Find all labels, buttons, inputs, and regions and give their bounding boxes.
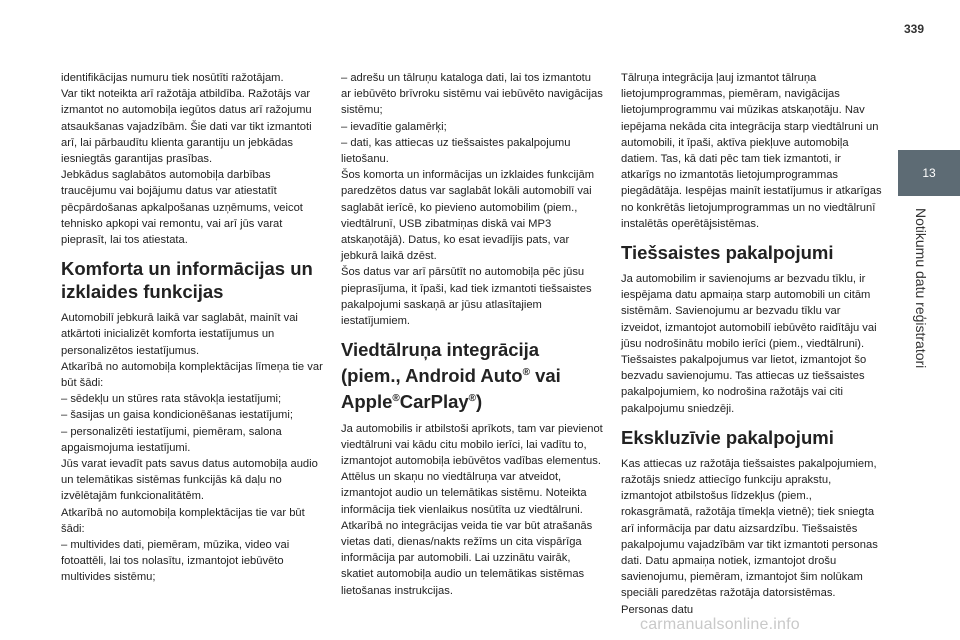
column-right [621,70,883,618]
chapter-tab: 13 [898,150,960,196]
watermark: carmanualsonline.info [640,616,800,633]
chapter-title: Notikumu datu reģistratori [913,208,929,369]
paragraph: Kas attiecas uz ražotāja tiešsaistes pakalpojumiem, ražotājs sniedz attiecīgo funkciju aprakstu, izmantojot atbilstošus līdzekļus (piem., rokasgrāmatā, ražotāja tīmekļa vietnē); tiek sniegta arī informācija par datu aizsardzību. Tiešsaistēs pakalpojumu vajadzībām var tikt izmantoti personas dati. Datu apmaiņa notiek, izmantojot drošu savienojumu, piemēram, izmantojot šim nolūkam speciāli paredzētas ražotāja datorsistēmas. Personas datu [621,457,878,616]
registered-mark: ® [392,393,400,405]
paragraph: – adrešu un tālruņu kataloga dati, lai tos izmantotu ar iebūvēto brīvroku sistēmu vai iebūvēto navigācijas sistēmu; – ievadītie galamērķi; – dati, kas attiecas uz tiešsaistes pakalpojumu lietošanu. Šos komorta un informācijas un izklaides funkcijām paredzētos datus var saglabāt lokāli automobilī vai saglabāt ierīcē, ko pievieno automobilim (piem., viedtālrunī, USB zibatmiņas diskā vai MP3 atskaņotājā). Datus, ko esat ievadījis pats, var jebkurā laikā dzēst. Šos datus var arī pārsūtīt no automobiļa pēc jūsu pieprasījuma, it īpaši, kad tiek izmantoti tiešsaistes pakalpojumi saskaņā ar jūsu atlasītajiem iestatījumiem. [341,72,603,328]
registered-mark: ® [522,367,530,379]
section-heading-exclusive-services: Ekskluzīvie pakalpojumi [621,426,834,448]
page-number: 339 [903,22,924,36]
paragraph: Ja automobilis ir atbilstoši aprīkots, tam var pievienot viedtālruni vai kādu citu mobilo ierīci, lai vadītu to, izmantojot automobiļa iebūvētos vadības elementus. Attēlus un skaņu no viedtālruņa var atveidot, izmantojot audio un telemātikas sistēmu. Noteikta informācija tiek vienlaikus nosūtīta uz viedtālruni. Atkarībā no integrācijas veida tie var būt atrašanās vietas dati, dienas/nakts režīms un cita vispārīga informācija par automobili. Lai uzzinātu vairāk, skatiet automobiļa audio un telemātikas sistēmas lietošanas instrukcijas. [341,422,603,597]
section-heading-comfort: Komforta un informācijas un izklaides funkcijas [61,258,313,303]
section-heading-smartphone [341,338,603,413]
paragraph: Tālruņa integrācija ļauj izmantot tālruņa lietojumprogrammas, piemēram, navigācijas lietojumprogrammu vai mūzikas atskaņotāju. Nav iepējama nekāda cita integrācija starp viedtālruni un automobili, it īpaši, aktīva piekļuve automobiļa datiem. Tas, kā dati pēc tam tiek izmantoti, ir atkarīgs no izmantotās lietojumprogrammas piegādātāja. Iespējas mainīt iestatījumus ir atkarīgas no konkrētās lietojumprogrammas un no viedtālrunī instalētās operētājsistēmas. [621,72,882,230]
paragraph: Ja automobilim ir savienojums ar bezvadu tīklu, ir iespējama datu apmaiņa starp automobili un citām sistēmām. Savienojumu ar bezvadu tīklu var izveidot, izmantojot automobilī iebūvēto raidītāju vai jūsu nodrošinātu mobilo ierīci (piem., viedtālruni). Tiešsaistes pakalpojumus var lietot, izmantojot šo bezvadu savienojumu. Tas attiecas uz tiešsaistes pakalpojumiem, ko nodrošina ražotājs vai citi pakalpojumu sniedzēji. [621,273,877,415]
section-heading-online-services: Tiešsaistes pakalpojumi [621,242,834,264]
heading-part: CarPlay [399,391,469,413]
paragraph: identifikācijas numuru tiek nosūtīti ražotājam. Var tikt noteikta arī ražotāja atbildība. Ražotājs var izmantot no automobiļa iegūtos datus arī ražojumu atsaukšanas vajadzībām. Šie dati var tikt izmantoti arī, lai pārbaudītu klienta garantiju un jebkādas iesniegtās garantijas prasības. Jebkādus saglabātos automobiļa darbības traucējumu vai bojājumu datus var atiestatīt pēcpārdošanas apkalpošanas uzņēmums, veicot tehnisko apkopi vai remontu, vai arī jūs varat pieprasīt, lai tos atiestata. [61,72,312,247]
chapter-title-vertical [897,208,937,448]
heading-part: Viedtālruņa integrācija (piem., Android Auto [341,339,540,387]
paragraph: Automobilī jebkurā laikā var saglabāt, mainīt vai atkārtoti inicializēt komforta iestatījumus un personalizētos iestatījumus. Atkarībā no automobiļa komplektācijas līmeņa tie var būt šādi: – sēdekļu un stūres rata stāvokļa iestatījumi; – šasijas un gaisa kondicionēšanas iestatījumi; – personalizēti iestatījumi, piemēram, salona apgaismojuma iestatījumi. Jūs varat ievadīt pats savus datus automobiļa audio un telemātikas sistēmas funkcijās kā daļu no izvēlētajām funkcionalitātēm. Atkarībā no automobiļa komplektācijas tie var būt šādi: – multivides dati, piemēram, mūzika, video vai fotoattēli, lai tos nolasītu, izmantojot iebūvēto multivides sistēmu; [61,312,323,584]
heading-part: ) [476,391,483,413]
heading-part: vai Apple [341,365,561,413]
column-left [61,70,323,586]
registered-mark: ® [468,393,477,405]
column-middle [341,70,603,599]
